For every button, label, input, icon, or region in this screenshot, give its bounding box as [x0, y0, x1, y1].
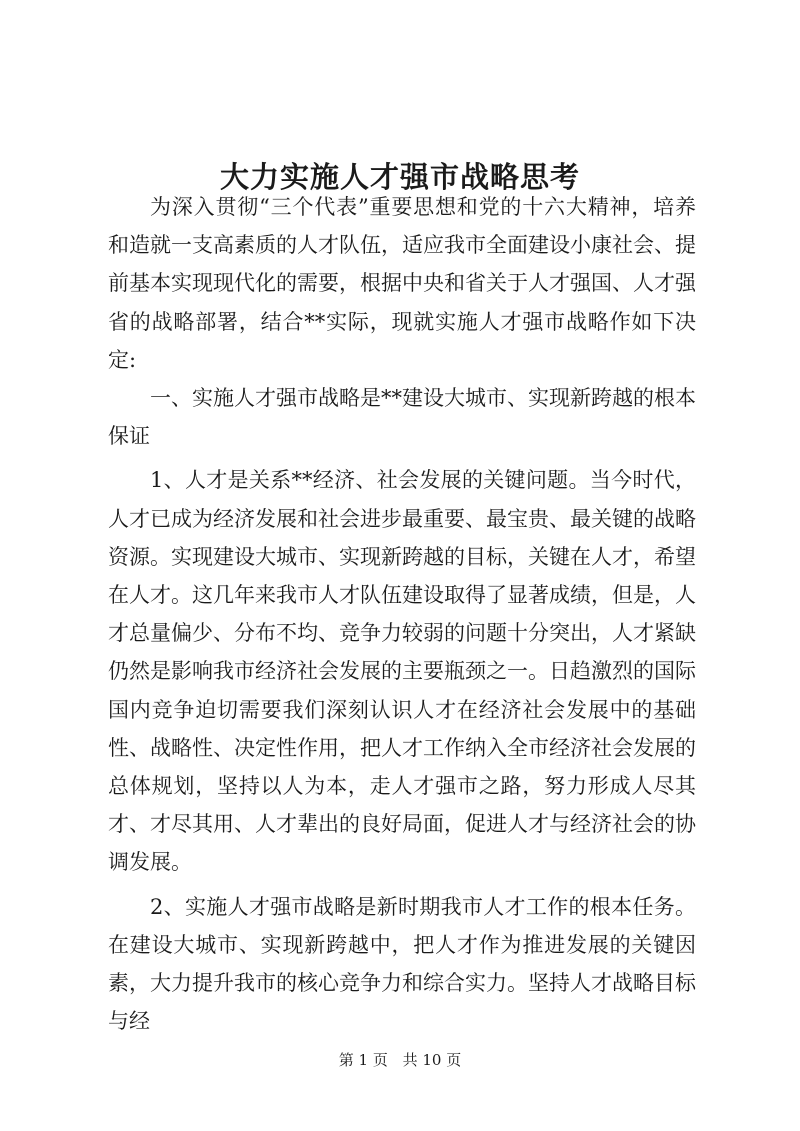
paragraph-point-1: 1、人才是关系**经济、社会发展的关键问题。当今时代，人才已成为经济发展和社会进步最重要、最宝贵、最关键的战略资源。实现建设大城市、实现新跨越的目标，关键在人才，希望在人才。这几年来我市人才队伍建设取得了显著成绩，但是，人才总量偏少、分布不均、竞争力较弱的问题十分突出，人才紧缺仍然是影响我市经济社会发展的主要瓶颈之一。日趋激烈的国际国内竞争迫切需要我们深刻认识人才在经济社会发展中的基础性、战略性、决定性作用，把人才工作纳入全市经济社会发展的总体规划，坚持以人为本，走人才强市之路，努力形成人尽其才、才尽其用、人才辈出的良好局面，促进人才与经济社会的协调发展。: [108, 468, 696, 875]
paragraph-intro: 为深入贯彻“三个代表”重要思想和党的十六大精神，培养和造就一支高素质的人才队伍，适应我市全面建设小康社会、提前基本实现现代化的需要，根据中央和省关于人才强国、人才强省的战略部署，结合**实际，现就实施人才强市战略作如下决定:: [108, 195, 696, 372]
page-number: 第 1 页: [338, 1051, 388, 1069]
document-body: [108, 188, 696, 1040]
paragraph-point-2: 2、实施人才强市战略是新时期我市人才工作的根本任务。在建设大城市、实现新跨越中，把人才作为推进发展的关键因素，大力提升我市的核心竞争力和综合实力。坚持人才战略目标与经: [108, 894, 696, 1034]
page-total: 共 10 页: [402, 1051, 462, 1069]
document-title: 大力实施人才强市战略思考: [219, 160, 580, 195]
section-heading-1: 一、实施人才强市战略是**建设大城市、实现新跨越的根本保证: [108, 386, 696, 449]
page-footer: [0, 1050, 800, 1070]
